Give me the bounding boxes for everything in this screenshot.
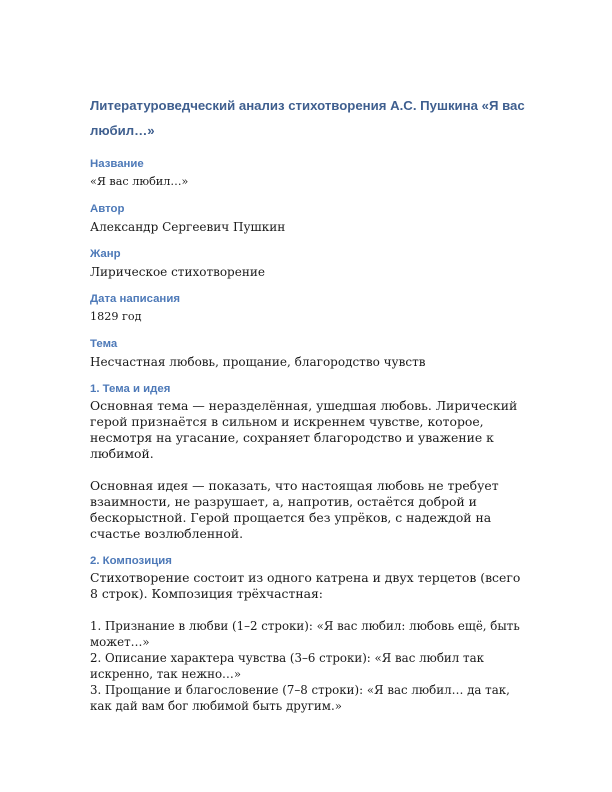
field-value: 1829 год	[90, 310, 142, 323]
field-theme	[90, 337, 530, 370]
section-title: 2. Композиция	[90, 555, 172, 567]
list-item: 1. Признание в любви (1–2 строки): «Я вас любил: любовь ещё, быть может…»	[90, 619, 520, 649]
field-label: Название	[90, 158, 144, 170]
paragraph: Стихотворение состоит из одного катрена и двух терцетов (всего 8 строк). Композиция трёхчастная:	[90, 570, 521, 601]
field-value: «Я вас любил…»	[90, 175, 189, 188]
composition-list	[90, 618, 530, 714]
section-theme-idea	[90, 382, 530, 542]
field-label: Жанр	[90, 248, 121, 260]
list-item: 2. Описание характера чувства (3–6 строки): «Я вас любил так искренно, так нежно…»	[90, 651, 484, 681]
field-value: Лирическое стихотворение	[90, 265, 265, 279]
document-page	[90, 93, 530, 714]
field-value: Несчастная любовь, прощание, благородство чувств	[90, 355, 426, 369]
field-label: Тема	[90, 338, 118, 350]
section-composition	[90, 554, 530, 714]
list-item: 3. Прощание и благословение (7–8 строки): «Я вас любил… да так, как дай вам бог любимой быть другим.»	[90, 683, 510, 713]
section-title: 1. Тема и идея	[90, 383, 171, 395]
field-date	[90, 292, 530, 325]
field-title	[90, 157, 530, 190]
field-label: Дата написания	[90, 293, 180, 305]
field-value: Александр Сергеевич Пушкин	[90, 220, 286, 234]
paragraph: Основная идея — показать, что настоящая любовь не требует взаимности, не разрушает, а, напротив, остаётся доброй и бескорыстной. Герой прощается без упрёков, с надеждой на счастье возлюбленной.	[90, 478, 499, 541]
field-author	[90, 202, 530, 235]
field-genre	[90, 247, 530, 280]
paragraph: Основная тема — неразделённая, ушедшая любовь. Лирический герой признаётся в сильном и искреннем чувстве, которое, несмотря на угасание, сохраняет благородство и уважение к любимой.	[90, 398, 518, 461]
field-label: Автор	[90, 203, 125, 215]
document-title: Литературоведческий анализ стихотворения А.С. Пушкина «Я вас любил…»	[90, 98, 525, 138]
